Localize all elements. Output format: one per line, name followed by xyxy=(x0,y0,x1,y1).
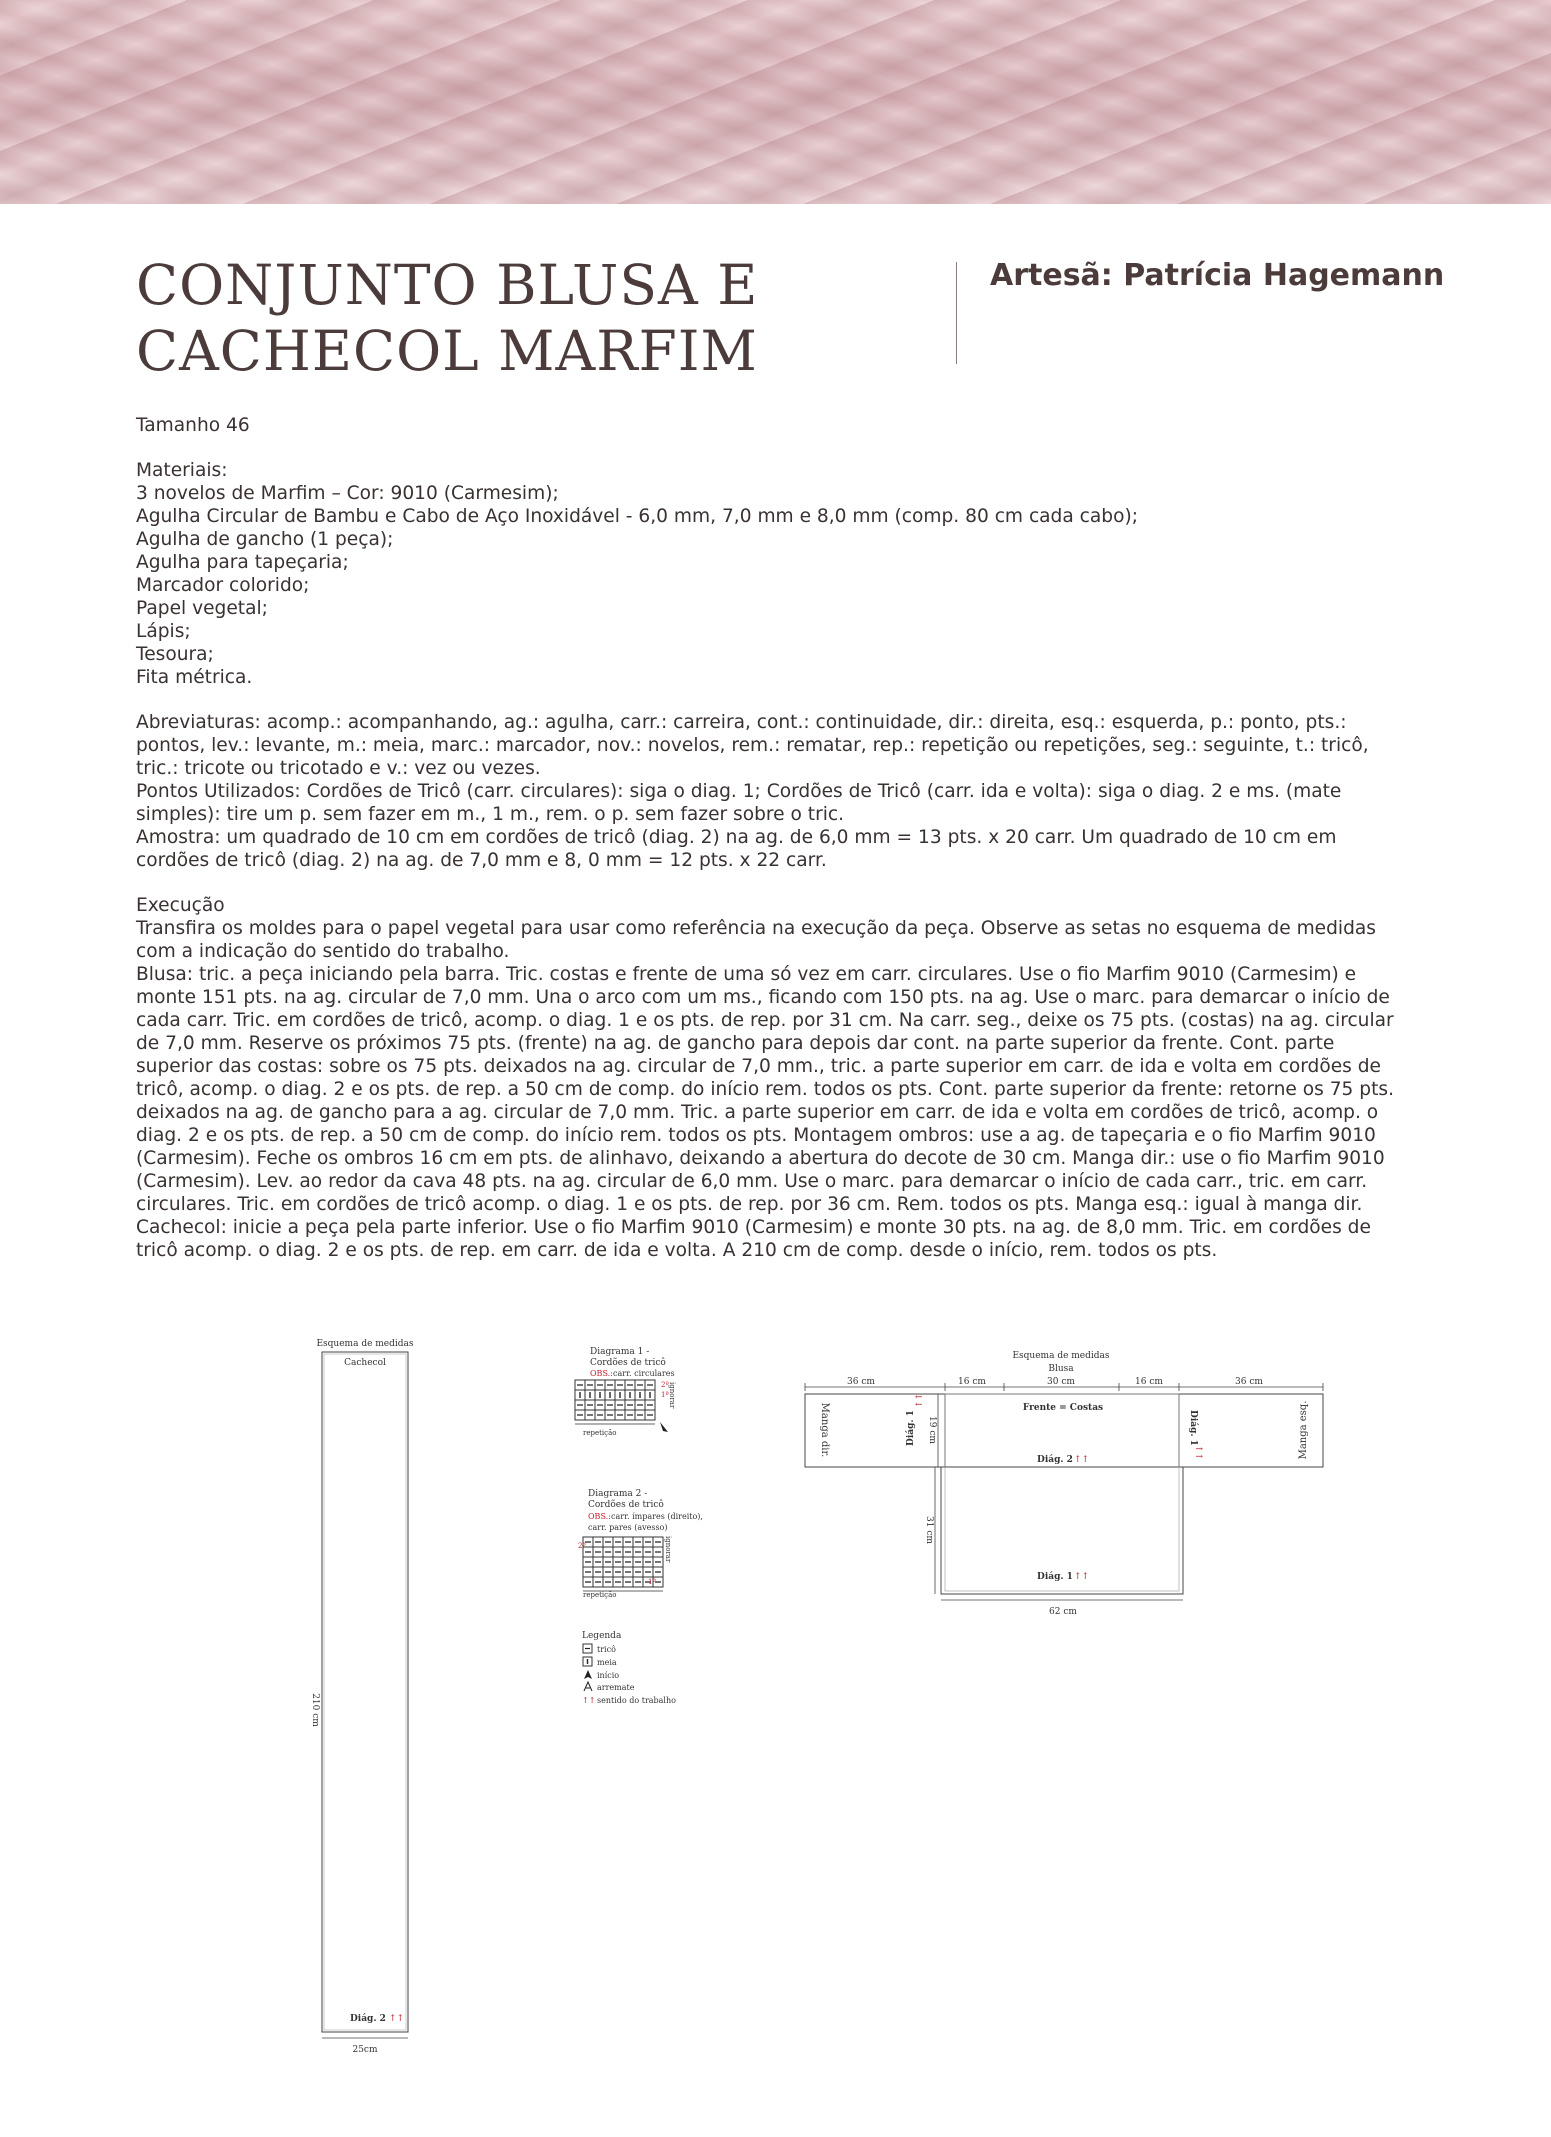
diagram1-side-label: ignorar xyxy=(668,1382,676,1409)
execution-section xyxy=(136,894,1398,1262)
materials-item: Marcador colorido; xyxy=(136,575,310,596)
work-direction-icon: ↑↑ xyxy=(1074,1455,1090,1465)
materials-item: Papel vegetal; xyxy=(136,598,268,619)
scarf-piece-label: Cachecol xyxy=(344,1358,386,1368)
execution-body: Blusa: tric. a peça iniciando pela barra. Tric. costas e frente de uma só vez em carr. circulares. Use o fio Marfim 9010 (Carmesim) e monte 151 pts. na ag. circular de 7,0 mm. Una o arco com um ms., ficando com 150 pts. na ag. Use o marc. para demarcar o início de cada carr. Tric. em cordões de tricô, acomp. o diag. 1 e os pts. de rep. por 31 cm. Na carr. seg., deixe os 75 pts. (costas) na ag. circular de 7,0 mm. Reserve os próximos 75 pts. (frente) na ag. de gancho para depois dar cont. na parte superior da frente. Cont. parte superior das costas: sobre os 75 pts. deixados na ag. circular de 7,0 mm., tric. a parte superior em carr. de ida e volta em cordões de tricô, acomp. o diag. 2 e os pts. de rep. a 50 cm de comp. do início rem. todos os pts. Cont. parte superior da frente: retorne os 75 pts. deixados na ag. de gancho para a ag. circular de 7,0 mm. Tric. a parte superior em carr. de ida e volta em cordões de tricô, acomp. o diag. 2 e os pts. de rep. a 50 cm de comp. do início rem. todos os pts. Montagem ombros: use a ag. de tapeçaria e o fio Marfim 9010 (Carmesim). Feche os ombros 16 cm em pts. de alinhavo, deixando a abertura do decote de 30 cm. Manga dir.: use o fio Marfim 9010 (Carmesim). Lev. ao redor da cava 48 pts. na ag. circular de 6,0 mm. Use o marc. para demarcar o início de cada carr., tric. em carr. circulares. Tric. em cordões de tricô acomp. o diag. 1 e os pts. de rep. por 36 cm. Rem. todos os pts. Manga esq.: igual à manga dir. Cachecol: inicie a peça pela parte inferior. Use o fio Marfim 9010 (Carmesim) e monte 30 pts. na ag. de 8,0 mm. Tric. em cordões de tricô acomp. o diag. 2 e os pts. de rep. em carr. de ida e volta. A 210 cm de comp. desde o início, rem. todos os pts. xyxy=(136,964,1394,1261)
diagram1-grid xyxy=(575,1380,655,1424)
measure-label: 30 cm xyxy=(1047,1377,1075,1387)
measure-label: 16 cm xyxy=(1135,1377,1163,1387)
scarf-width-label: 25cm xyxy=(352,2045,378,2055)
page-title xyxy=(136,252,758,384)
lower-diag-label: Diág. 1 xyxy=(1037,1572,1073,1582)
title-line-2: CACHECOL MARFIM xyxy=(136,319,758,383)
materials-item: Lápis; xyxy=(136,621,191,642)
abbreviations: Abreviaturas: acomp.: acompanhando, ag.: agulha, carr.: carreira, cont.: continuidade, dir.: direita, esq.: esquerda, p.: ponto, pts.: pontos, lev.: levante, m.: meia, marc.: marcador, nov.: novelos, rem.: rematar, rep.: repetição ou repetições, seg.: seguinte, t.: tricô, tric.: tricote ou tricotado e v.: vez ou vezes. xyxy=(136,712,1369,779)
diagram-2 xyxy=(578,1489,703,1599)
legend-item: tricô xyxy=(597,1645,616,1654)
start-icon xyxy=(660,1422,668,1432)
diagram-1 xyxy=(575,1347,676,1437)
size-line: Tamanho 46 xyxy=(136,415,250,436)
materials-item: Fita métrica. xyxy=(136,667,253,688)
legend-item: sentido do trabalho xyxy=(597,1696,676,1705)
sleeve-right-label: Manga dir. xyxy=(819,1402,830,1458)
sleeve-diag-label: Diág. 1 xyxy=(1188,1410,1198,1446)
upper-diag-label: Diág. 2 xyxy=(1037,1455,1073,1465)
title-line-1: CONJUNTO BLUSA E xyxy=(136,253,759,317)
materials-item: Agulha Circular de Bambu e Cabo de Aço Inoxidável - 6,0 mm, 7,0 mm e 8,0 mm (comp. 80 cm cada cabo); xyxy=(136,506,1138,527)
diagram1-title: Diagrama 1 - xyxy=(590,1347,650,1357)
measure-label: 36 cm xyxy=(847,1377,875,1387)
diagram2-obs-label: OBS.: xyxy=(588,1512,611,1521)
sleeve-diag-label: Diág. 1 xyxy=(906,1410,916,1446)
diagram2-title: Diagrama 2 - xyxy=(588,1489,648,1499)
start-icon xyxy=(584,1670,592,1679)
legend-item: arremate xyxy=(597,1683,635,1692)
legend-item: início xyxy=(597,1671,620,1680)
blouse-body-inner xyxy=(945,1394,1179,1591)
blouse-schema-title: Esquema de medidas xyxy=(1012,1351,1110,1361)
scarf-length-label: 210 cm xyxy=(310,1693,320,1727)
diagram1-repeat-label: repetição xyxy=(583,1429,617,1437)
scarf-outline xyxy=(322,1352,408,2032)
legend-title: Legenda xyxy=(582,1631,622,1641)
diagram2-row-1: 1ª xyxy=(648,1578,656,1586)
gauge-sample: Amostra: um quadrado de 10 cm em cordões de tricô (diag. 2) na ag. de 6,0 mm = 13 pts. x 20 carr. Um quadrado de 10 cm em cordões de tricô (diag. 2) na ag. de 7,0 mm e 8, 0 mm = 12 pts. x 22 carr. xyxy=(136,827,1337,871)
front-back-label: Frente = Costas xyxy=(1022,1403,1104,1413)
upper-height-label: 19 cm xyxy=(927,1416,937,1444)
notes-section xyxy=(136,711,1398,872)
diagram2-subtitle: Cordões de tricô xyxy=(588,1500,664,1510)
legend xyxy=(582,1631,676,1705)
diagram1-obs: carr. circulares xyxy=(613,1369,675,1378)
materials-item: Agulha de gancho (1 peça); xyxy=(136,529,394,550)
bottom-width-label: 62 cm xyxy=(1049,1607,1077,1617)
header-yarn-photo xyxy=(0,0,1551,204)
execution-heading: Execução xyxy=(136,895,225,916)
legend-item: meia xyxy=(597,1658,617,1667)
blouse-piece-label: Blusa xyxy=(1048,1364,1074,1374)
diagrams-area xyxy=(0,1330,1551,2130)
work-direction-icon: ↑↑ xyxy=(582,1696,596,1705)
work-direction-icon: ↑↑ xyxy=(915,1392,925,1408)
header-divider xyxy=(956,262,957,364)
instructions-body xyxy=(136,414,1398,1284)
materials-item: 3 novelos de Marfim – Cor: 9010 (Carmesim); xyxy=(136,483,559,504)
diagram1-row-2: 2ª xyxy=(661,1381,669,1389)
artist-credit: Artesã: Patrícia Hagemann xyxy=(990,258,1445,293)
stitches-used: Pontos Utilizados: Cordões de Tricô (carr. circulares): siga o diag. 1; Cordões de Tricô (carr. ida e volta): siga o diag. 2 e ms. (mate simples): tire um p. sem fazer em m., 1 m., rem. o p. sem fazer sobre o tric. xyxy=(136,781,1342,825)
diagram2-obs-line1: carr. ímpares (direito), xyxy=(611,1512,703,1521)
materials-section xyxy=(136,459,1398,689)
diagram2-obs-line2: carr. pares (avesso) xyxy=(588,1523,668,1532)
scarf-schema-title: Esquema de medidas xyxy=(316,1339,414,1349)
blouse-schema xyxy=(805,1351,1323,1617)
diagram2-row-2: 2ª xyxy=(578,1542,586,1550)
measure-label: 36 cm xyxy=(1235,1377,1263,1387)
scarf-schema xyxy=(310,1339,414,2055)
scarf-inner-outline xyxy=(324,1354,406,2030)
work-direction-icon: ↑↑ xyxy=(389,2014,405,2024)
execution-intro: Transfira os moldes para o papel vegetal para usar como referência na execução da peça. Observe as setas no esquema de medidas com a indicação do sentido do trabalho. xyxy=(136,918,1376,962)
diagram1-obs-label: OBS.: xyxy=(590,1369,613,1378)
lower-height-label: 31 cm xyxy=(924,1516,934,1544)
materials-heading: Materiais: xyxy=(136,460,228,481)
work-direction-icon: ↑↑ xyxy=(1193,1445,1203,1461)
work-direction-icon: ↑↑ xyxy=(1074,1572,1090,1582)
diagram2-side-label: ignorar xyxy=(664,1536,672,1563)
diagram1-row-1: 1ª xyxy=(661,1391,669,1399)
bind-off-icon xyxy=(584,1682,592,1691)
sleeve-left-label: Manga esq. xyxy=(1298,1400,1309,1460)
diagram1-subtitle: Cordões de tricô xyxy=(590,1358,666,1368)
scarf-diag-label: Diág. 2 xyxy=(350,2014,386,2024)
materials-item: Tesoura; xyxy=(136,644,214,665)
measure-label: 16 cm xyxy=(958,1377,986,1387)
diagram2-repeat-label: repetição xyxy=(583,1591,617,1599)
materials-item: Agulha para tapeçaria; xyxy=(136,552,349,573)
